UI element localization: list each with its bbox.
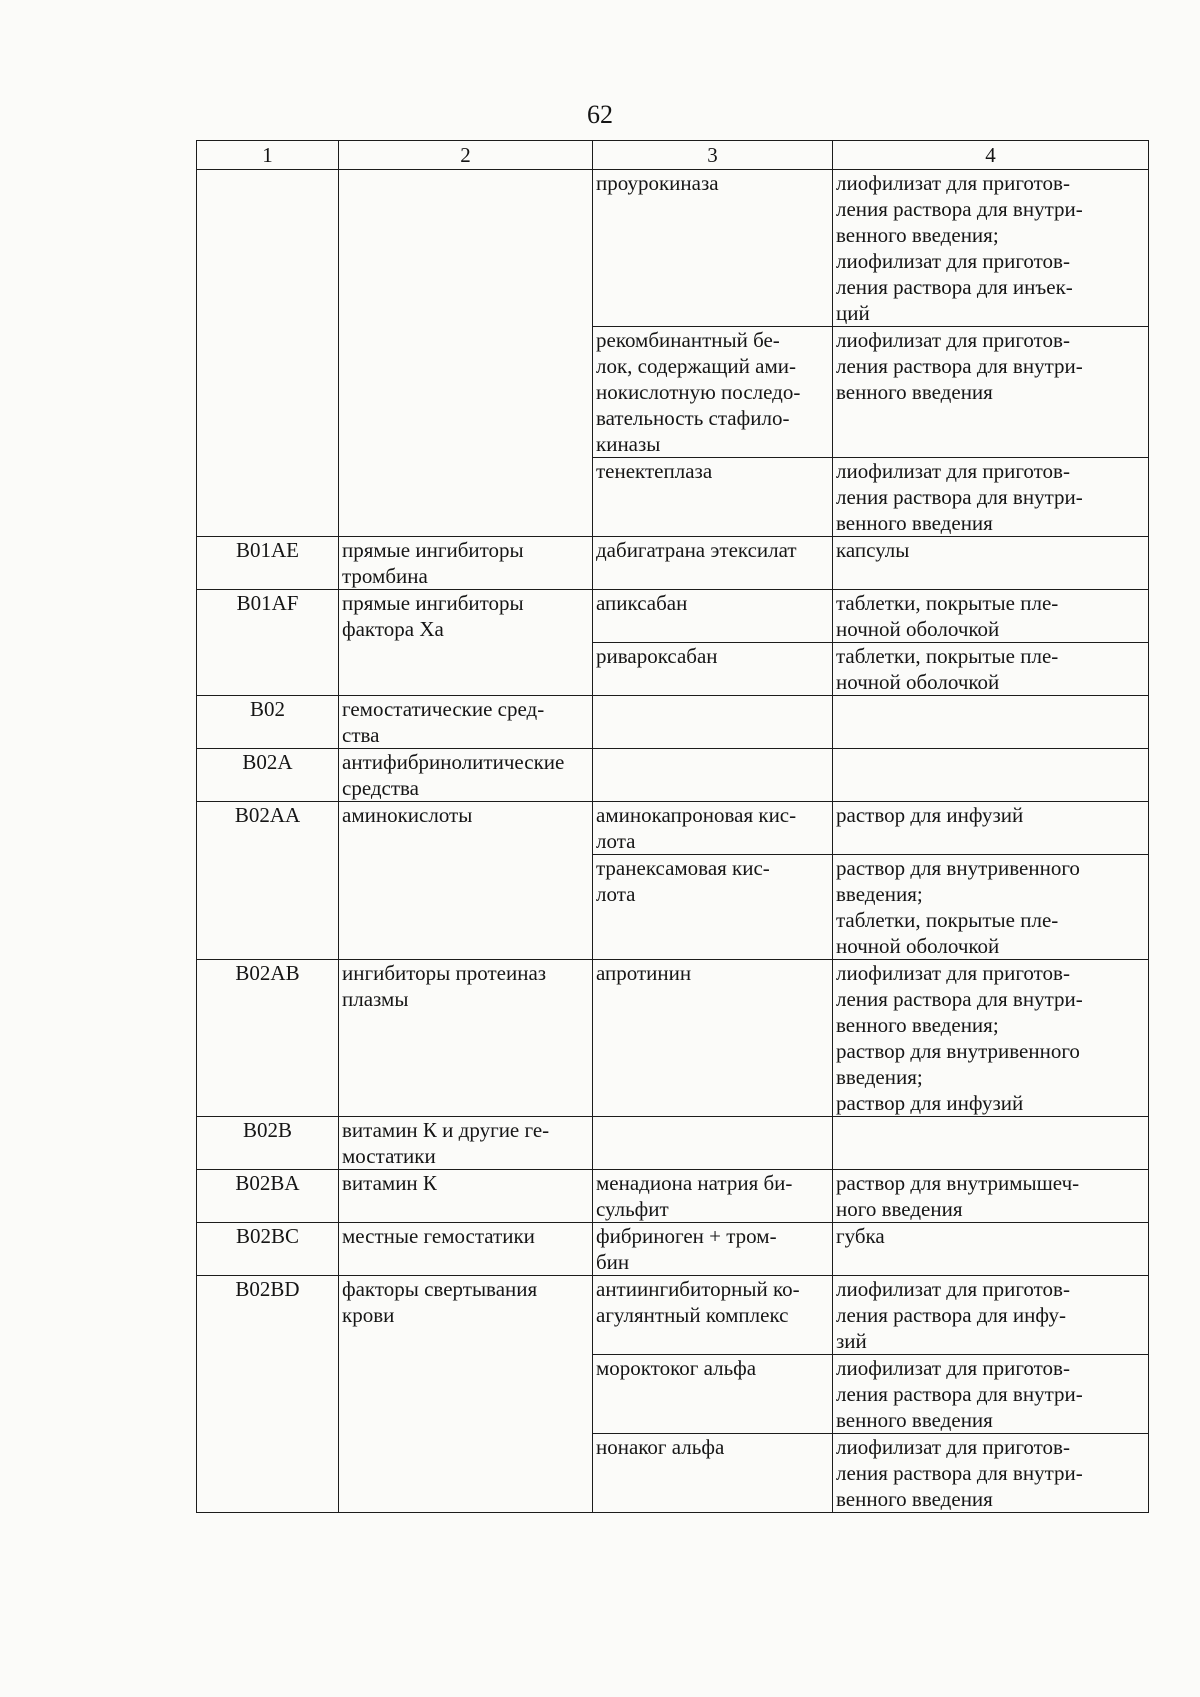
atc-code-cell: B02AB: [197, 960, 339, 1117]
group-name-cell: витамин К и другие ге- мостатики: [339, 1117, 593, 1170]
drug-name-cell: менадиона натрия би- сульфит: [593, 1170, 833, 1223]
table-row: [197, 1223, 1149, 1276]
dosage-form-cell: лиофилизат для приготов- ления раствора для внутри- венного введения; раствор для внутривенного введения; раствор для инфузий: [833, 960, 1149, 1117]
drug-name-cell: антиингибиторный ко- агулянтный комплекс: [593, 1276, 833, 1355]
drug-name-cell: [593, 1117, 833, 1170]
atc-code-cell: B02: [197, 696, 339, 749]
group-name-cell: витамин К: [339, 1170, 593, 1223]
group-name-cell: факторы свертывания крови: [339, 1276, 593, 1513]
drug-name-cell: мороктоког альфа: [593, 1355, 833, 1434]
dosage-form-cell: лиофилизат для приготов- ления раствора для внутри- венного введения: [833, 327, 1149, 458]
dosage-form-cell: лиофилизат для приготов- ления раствора для внутри- венного введения: [833, 458, 1149, 537]
dosage-form-cell: таблетки, покрытые пле- ночной оболочкой: [833, 643, 1149, 696]
column-header-code: 1: [197, 141, 339, 170]
drug-name-cell: ривароксабан: [593, 643, 833, 696]
drug-name-cell: тенектеплаза: [593, 458, 833, 537]
atc-code-cell: B02A: [197, 749, 339, 802]
atc-code-cell: B02B: [197, 1117, 339, 1170]
group-name-cell: прямые ингибиторы тромбина: [339, 537, 593, 590]
drug-name-cell: рекомбинантный бе- лок, содержащий ами- нокислотную последо- вательность стафило- киназы: [593, 327, 833, 458]
table-row: [197, 1117, 1149, 1170]
group-name-cell: антифибринолитические средства: [339, 749, 593, 802]
table-row: [197, 170, 1149, 327]
group-name-cell: местные гемостатики: [339, 1223, 593, 1276]
drug-name-cell: апиксабан: [593, 590, 833, 643]
drug-name-cell: фибриноген + тром- бин: [593, 1223, 833, 1276]
group-name-cell: прямые ингибиторы фактора Ха: [339, 590, 593, 696]
table-row: [197, 1170, 1149, 1223]
dosage-form-cell: лиофилизат для приготов- ления раствора для внутри- венного введения; лиофилизат для приготов- ления раствора для инъек- ций: [833, 170, 1149, 327]
drug-name-cell: транексамовая кис- лота: [593, 855, 833, 960]
atc-code-cell: B01AF: [197, 590, 339, 696]
drug-name-cell: апротинин: [593, 960, 833, 1117]
atc-code-cell: B02BA: [197, 1170, 339, 1223]
dosage-form-cell: [833, 696, 1149, 749]
drug-name-cell: нонаког альфа: [593, 1434, 833, 1513]
medicines-table: [196, 140, 1149, 1513]
dosage-form-cell: таблетки, покрытые пле- ночной оболочкой: [833, 590, 1149, 643]
drug-name-cell: [593, 696, 833, 749]
column-header-group: 2: [339, 141, 593, 170]
group-name-cell: аминокислоты: [339, 802, 593, 960]
dosage-form-cell: [833, 749, 1149, 802]
table-row: [197, 590, 1149, 643]
dosage-form-cell: губка: [833, 1223, 1149, 1276]
drug-name-cell: дабигатрана этексилат: [593, 537, 833, 590]
atc-code-cell: B02BC: [197, 1223, 339, 1276]
dosage-form-cell: раствор для внутримышеч- ного введения: [833, 1170, 1149, 1223]
column-header-drug: 3: [593, 141, 833, 170]
table-row: [197, 537, 1149, 590]
table-row: [197, 1276, 1149, 1355]
drug-name-cell: [593, 749, 833, 802]
dosage-form-cell: капсулы: [833, 537, 1149, 590]
drug-name-cell: аминокапроновая кис- лота: [593, 802, 833, 855]
atc-code-cell: [197, 170, 339, 537]
dosage-form-cell: лиофилизат для приготов- ления раствора для инфу- зий: [833, 1276, 1149, 1355]
group-name-cell: гемостатические сред- ства: [339, 696, 593, 749]
page-number: 62: [587, 100, 613, 129]
table-row: [197, 749, 1149, 802]
dosage-form-cell: лиофилизат для приготов- ления раствора для внутри- венного введения: [833, 1355, 1149, 1434]
dosage-form-cell: раствор для инфузий: [833, 802, 1149, 855]
table-row: [197, 960, 1149, 1117]
drug-name-cell: проурокиназа: [593, 170, 833, 327]
column-header-form: 4: [833, 141, 1149, 170]
atc-code-cell: B02BD: [197, 1276, 339, 1513]
dosage-form-cell: [833, 1117, 1149, 1170]
group-name-cell: [339, 170, 593, 537]
table-row: [197, 802, 1149, 855]
table-row: [197, 696, 1149, 749]
group-name-cell: ингибиторы протеиназ плазмы: [339, 960, 593, 1117]
dosage-form-cell: лиофилизат для приготов- ления раствора для внутри- венного введения: [833, 1434, 1149, 1513]
dosage-form-cell: раствор для внутривенного введения; таблетки, покрытые пле- ночной оболочкой: [833, 855, 1149, 960]
atc-code-cell: B02AA: [197, 802, 339, 960]
table-header-row: [197, 141, 1149, 170]
atc-code-cell: B01AE: [197, 537, 339, 590]
